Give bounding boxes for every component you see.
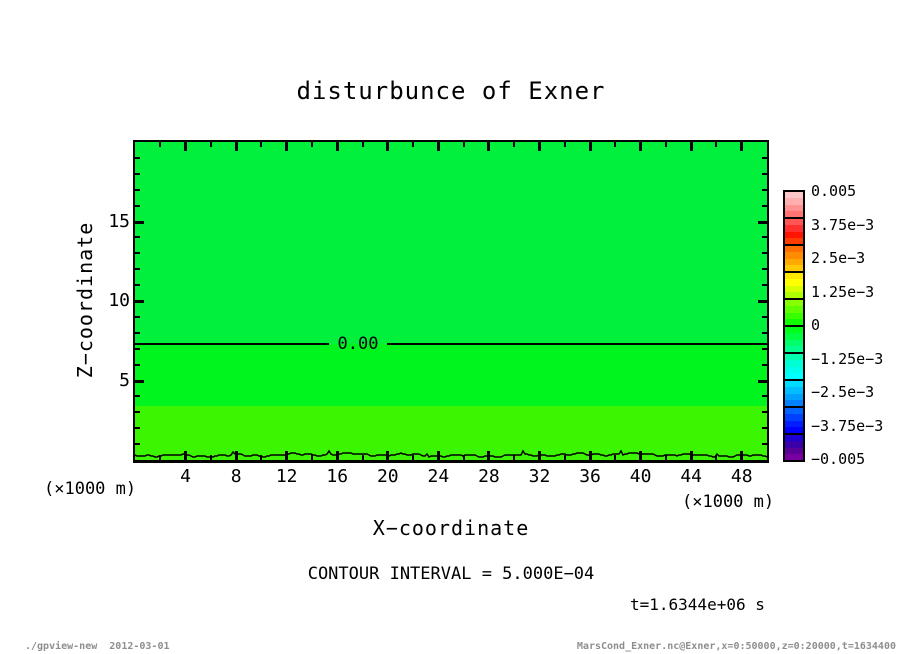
x-tick-major xyxy=(184,142,187,151)
x-tick-minor xyxy=(513,142,515,147)
x-tick-major xyxy=(690,451,693,460)
colorbar-cell xyxy=(785,192,803,217)
x-tick-minor xyxy=(159,455,161,460)
y-tick-minor xyxy=(762,189,767,191)
x-tick-label: 4 xyxy=(180,466,191,487)
x-tick-minor xyxy=(715,142,717,147)
x-tick-minor xyxy=(564,142,566,147)
y-tick-minor xyxy=(135,348,140,350)
x-tick-major xyxy=(487,142,490,151)
x-axis-unit: (×1000 m) xyxy=(682,492,775,512)
colorbar-tick-label: −0.005 xyxy=(811,450,866,468)
y-tick-major xyxy=(135,221,144,224)
y-tick-minor xyxy=(762,332,767,334)
x-tick-minor xyxy=(362,142,364,147)
x-tick-major xyxy=(690,142,693,151)
y-tick-minor xyxy=(762,268,767,270)
x-tick-major xyxy=(386,142,389,151)
x-tick-major xyxy=(589,451,592,460)
x-tick-minor xyxy=(614,455,616,460)
y-tick-minor xyxy=(135,364,140,366)
y-axis-title: Z−coordinate xyxy=(73,221,97,379)
x-tick-major xyxy=(589,142,592,151)
x-tick-minor xyxy=(311,455,313,460)
x-tick-label: 16 xyxy=(326,466,349,487)
x-tick-minor xyxy=(715,455,717,460)
x-tick-minor xyxy=(463,142,465,147)
y-tick-minor xyxy=(762,173,767,175)
x-tick-minor xyxy=(412,142,414,147)
x-tick-minor xyxy=(311,142,313,147)
y-axis-unit: (×1000 m) xyxy=(44,479,137,499)
footer-datasource: MarsCond_Exner.nc@Exner,x=0:50000,z=0:20000,t=1634400 xyxy=(576,641,896,652)
plot-area xyxy=(133,140,769,463)
x-tick-label: 8 xyxy=(230,466,242,487)
x-tick-minor xyxy=(614,142,616,147)
x-tick-major xyxy=(184,451,187,460)
x-tick-major xyxy=(386,451,389,460)
x-tick-label: 48 xyxy=(730,466,753,487)
y-tick-minor xyxy=(762,205,767,207)
colorbar xyxy=(783,190,805,462)
y-tick-minor xyxy=(135,395,140,397)
colorbar-swatch xyxy=(785,454,803,460)
y-tick-minor xyxy=(135,252,140,254)
colorbar-cell xyxy=(785,271,803,298)
y-tick-major xyxy=(758,221,767,224)
x-tick-minor xyxy=(260,455,262,460)
colorbar-cell xyxy=(785,298,803,325)
y-tick-minor xyxy=(762,316,767,318)
x-tick-label: 44 xyxy=(680,466,702,487)
colorbar-cell xyxy=(785,379,803,406)
x-tick-label: 12 xyxy=(275,466,298,487)
zero-contour-label: 0.00 xyxy=(337,334,379,354)
y-tick-major xyxy=(135,380,144,383)
colorbar-cell xyxy=(785,352,803,379)
page-title: disturbunce of Exner xyxy=(296,77,606,105)
x-tick-minor xyxy=(463,455,465,460)
y-tick-minor xyxy=(762,284,767,286)
x-tick-minor xyxy=(665,142,667,147)
colorbar-cell xyxy=(785,433,803,460)
y-tick-minor xyxy=(135,332,140,334)
x-tick-label: 20 xyxy=(376,466,399,487)
y-tick-minor xyxy=(135,316,140,318)
x-tick-label: 32 xyxy=(528,466,551,487)
footer-command: ./gpview-new 2012-03-01 xyxy=(25,641,170,652)
y-tick-minor xyxy=(762,252,767,254)
colorbar-tick-label: 1.25e−3 xyxy=(811,282,875,301)
colorbar-cell xyxy=(785,244,803,271)
x-tick-major xyxy=(639,451,642,460)
x-tick-minor xyxy=(210,455,212,460)
y-tick-minor xyxy=(135,173,140,175)
x-tick-major xyxy=(639,142,642,151)
y-tick-minor xyxy=(762,427,767,429)
x-tick-label: 28 xyxy=(478,466,500,487)
colorbar-tick-label: −3.75e−3 xyxy=(811,416,884,435)
y-tick-major xyxy=(758,380,767,383)
time-annotation: t=1.6344e+06 s xyxy=(630,595,765,614)
colorbar-cell xyxy=(785,217,803,244)
y-tick-minor xyxy=(135,157,140,159)
x-tick-major xyxy=(285,451,288,460)
y-tick-minor xyxy=(762,157,767,159)
x-tick-minor xyxy=(260,142,262,147)
y-tick-major xyxy=(135,300,144,303)
x-tick-major xyxy=(740,142,743,151)
x-axis-title: X−coordinate xyxy=(372,516,530,540)
x-tick-minor xyxy=(564,455,566,460)
colorbar-tick-label: 0 xyxy=(811,316,821,334)
y-tick-minor xyxy=(762,395,767,397)
y-tick-minor xyxy=(762,443,767,445)
surface-contour-line xyxy=(135,142,767,460)
y-tick-minor xyxy=(135,411,140,413)
y-tick-minor xyxy=(762,236,767,238)
colorbar-cell xyxy=(785,406,803,433)
x-tick-major xyxy=(336,451,339,460)
x-tick-label: 24 xyxy=(427,466,450,487)
x-tick-minor xyxy=(665,455,667,460)
colorbar-tick-label: −2.5e−3 xyxy=(811,383,875,401)
x-tick-major xyxy=(336,142,339,151)
x-tick-major xyxy=(437,451,440,460)
y-tick-minor xyxy=(135,205,140,207)
x-tick-major xyxy=(740,451,743,460)
y-tick-minor xyxy=(762,411,767,413)
x-tick-major xyxy=(538,451,541,460)
y-tick-label: 10 xyxy=(108,290,130,311)
contour-interval-note: CONTOUR INTERVAL = 5.000E−04 xyxy=(307,564,595,584)
x-tick-major xyxy=(538,142,541,151)
y-tick-minor xyxy=(135,236,140,238)
colorbar-tick-label: 3.75e−3 xyxy=(811,215,875,234)
y-tick-minor xyxy=(135,284,140,286)
y-tick-minor xyxy=(762,364,767,366)
colorbar-tick-label: 2.5e−3 xyxy=(811,249,866,267)
colorbar-tick-label: −1.25e−3 xyxy=(811,349,884,368)
x-tick-major xyxy=(437,142,440,151)
x-tick-major xyxy=(235,142,238,151)
y-tick-minor xyxy=(762,348,767,350)
x-tick-minor xyxy=(210,142,212,147)
y-tick-minor xyxy=(135,427,140,429)
y-tick-label: 5 xyxy=(119,370,130,391)
x-tick-label: 36 xyxy=(579,466,601,487)
x-tick-minor xyxy=(412,455,414,460)
colorbar-cell xyxy=(785,325,803,352)
x-tick-minor xyxy=(159,142,161,147)
y-tick-major xyxy=(758,300,767,303)
x-tick-minor xyxy=(362,455,364,460)
colorbar-tick-label: 0.005 xyxy=(811,182,857,200)
y-tick-minor xyxy=(135,268,140,270)
y-tick-minor xyxy=(135,189,140,191)
x-tick-major xyxy=(235,451,238,460)
x-tick-major xyxy=(285,142,288,151)
y-tick-label: 15 xyxy=(108,211,130,232)
x-tick-label: 40 xyxy=(629,466,652,487)
x-tick-minor xyxy=(513,455,515,460)
y-tick-minor xyxy=(135,443,140,445)
x-tick-major xyxy=(487,451,490,460)
